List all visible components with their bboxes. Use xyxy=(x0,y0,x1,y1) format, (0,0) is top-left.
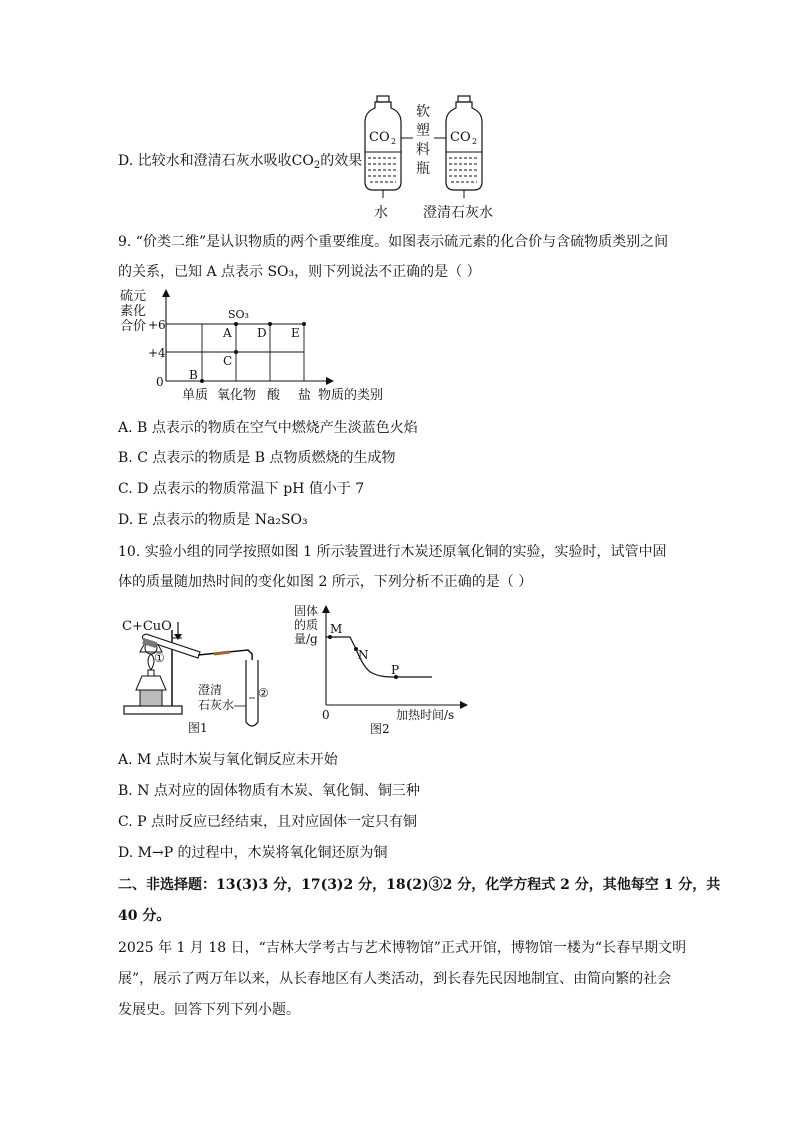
q9-stem-line2: 的关系，已知 A 点表示 SO₃，则下列说法不正确的是（ ） xyxy=(118,264,481,280)
valence-class-chart xyxy=(118,285,408,407)
passage-line1: 2025 年 1 月 18 日，“吉林大学考古与艺术博物馆”正式开馆，博物馆一楼为“长春早期文明 xyxy=(118,940,687,956)
fig2-xlabel: 加热时间/s xyxy=(396,708,455,722)
q9-option-d: D. E 点表示的物质是 Na₂SO₃ xyxy=(118,512,308,528)
fig2-ylabel-1: 固体 xyxy=(294,604,319,618)
q9-option-c: C. D 点表示的物质常温下 pH 值小于 7 xyxy=(118,481,365,497)
fig2-label-p: P xyxy=(391,663,400,677)
ytick-zero: 0 xyxy=(156,375,164,389)
point-label-B: B xyxy=(189,368,198,382)
point-D xyxy=(268,322,272,326)
passage-line3: 发展史。回答下列下列小题。 xyxy=(118,1002,300,1018)
right-caption: 澄清石灰水 xyxy=(423,205,493,221)
point-note-A: SO₃ xyxy=(228,308,249,321)
chart-ylabel-3: 合价 xyxy=(120,319,147,334)
q10-option-b: B. N 点对应的固体物质有木炭、氧化铜、铜三种 xyxy=(118,783,420,799)
q10-option-a: A. M 点时木炭与氧化铜反应未开始 xyxy=(118,752,338,768)
ytick-plus6: +6 xyxy=(148,318,166,332)
q9-option-a: A. B 点表示的物质在空气中燃烧产生淡蓝色火焰 xyxy=(118,420,418,436)
xcat-4: 盐 xyxy=(298,388,312,403)
chart-xlabel: 物质的类别 xyxy=(318,388,384,403)
fig1-reagent: C+CuO xyxy=(122,619,172,634)
q9-option-b: B. C 点表示的物质是 B 点物质燃烧的生成物 xyxy=(118,450,396,466)
fig2-origin: 0 xyxy=(322,708,330,722)
right-bottle xyxy=(446,96,482,198)
point-B xyxy=(200,379,204,383)
middle-label-2: 塑 xyxy=(416,123,430,139)
co2-bottles-figure xyxy=(355,94,505,222)
left-caption: 水 xyxy=(374,205,388,221)
fig2-curve xyxy=(326,637,432,677)
point-label-D: D xyxy=(257,326,267,340)
q9-stem-line1: 9. “价类二维”是认识物质的两个重要维度。如图表示硫元素的化合价与含硫物质类别之间 xyxy=(118,234,669,250)
point-A xyxy=(234,322,238,326)
xcat-2: 氧化物 xyxy=(217,388,257,403)
middle-label-3: 料 xyxy=(416,142,430,158)
ytick-plus4: +4 xyxy=(148,346,166,360)
fig2-label-n: N xyxy=(358,648,369,662)
fig2-label-m: M xyxy=(330,622,343,636)
q10-option-c: C. P 点时反应已经结束，且对应固体一定只有铜 xyxy=(118,814,417,830)
svg-text:2: 2 xyxy=(391,137,397,146)
q8-option-d: D. 比较水和澄清石灰水吸收$CO_2$的效果 xyxy=(118,153,363,171)
svg-text:CO: CO xyxy=(450,130,471,145)
fig2-ylabel-3: 量/g xyxy=(294,632,318,646)
xcat-3: 酸 xyxy=(267,388,281,403)
q10-stem-line2: 体的质量随加热时间的变化如图 2 所示，下列分析不正确的是（ ） xyxy=(118,574,533,590)
fig1-apparatus xyxy=(118,608,280,738)
section2-heading-line2: 40 分。 xyxy=(118,908,171,924)
fig2-mass-time-chart xyxy=(292,601,472,739)
fig1-label1: 澄清 xyxy=(198,683,223,697)
q8-option-d-label: D. 比较水和澄清石灰水吸收CO xyxy=(118,153,314,169)
chart-ylabel-2: 素化 xyxy=(120,304,147,319)
middle-label-4: 瓶 xyxy=(416,161,430,177)
fig2-ylabel-2: 的质 xyxy=(294,618,319,632)
svg-text:CO: CO xyxy=(369,130,390,145)
point-label-E: E xyxy=(291,326,300,340)
fig2-caption: 图2 xyxy=(370,722,390,736)
point-label-A: A xyxy=(223,326,232,340)
point-label-C: C xyxy=(223,354,233,368)
fig1-marker2: ② xyxy=(258,686,269,700)
chart-ylabel-1: 硫元 xyxy=(120,289,147,304)
q10-stem-line1: 10. 实验小组的同学按照如图 1 所示装置进行木炭还原氧化铜的实验，实验时，试管中固 xyxy=(118,544,667,560)
point-E xyxy=(302,322,306,326)
fig1-marker1: ① xyxy=(154,651,165,665)
svg-text:2: 2 xyxy=(472,137,478,146)
fig1-label2: 石灰水 xyxy=(198,698,235,712)
q10-option-d: D. M→P 的过程中，木炭将氧化铜还原为铜 xyxy=(118,845,388,861)
middle-label-1: 软 xyxy=(416,104,430,120)
point-C xyxy=(234,350,238,354)
xcat-1: 单质 xyxy=(182,388,209,403)
section2-heading-line1: 二、非选择题：13(3)3 分，17(3)2 分，18(2)③2 分，化学方程式 2 分，其他每空 1 分，共 xyxy=(118,877,721,893)
fig1-caption: 图1 xyxy=(188,721,208,735)
passage-line2: 展”，展示了两万年以来，从长春地区有人类活动，到长春先民因地制宜、由简向繁的社会 xyxy=(118,971,672,987)
left-bottle xyxy=(365,96,401,198)
